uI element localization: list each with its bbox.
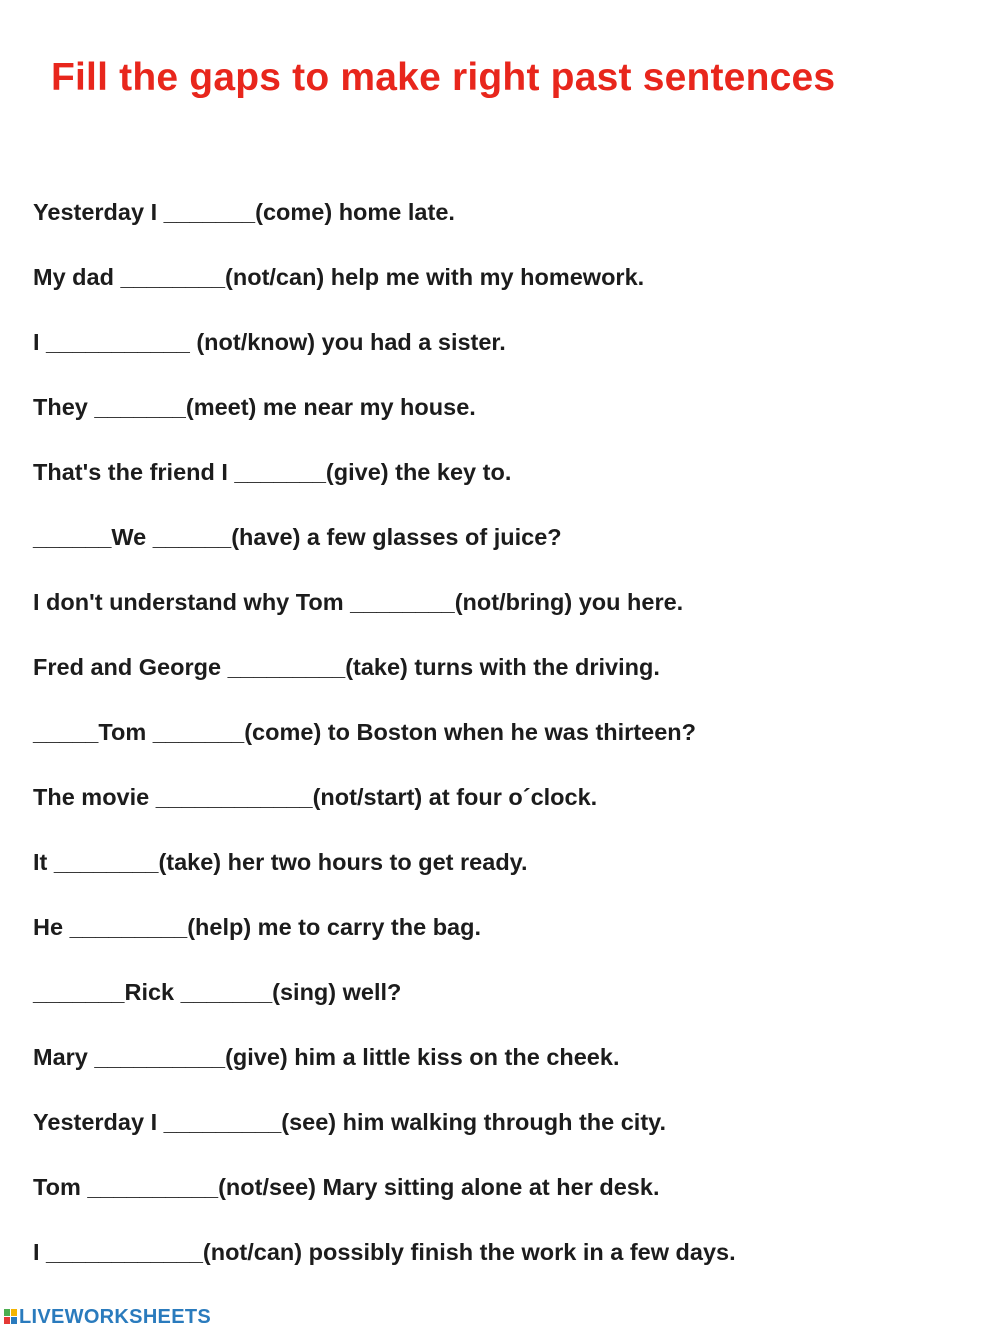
liveworksheets-logo[interactable] [4,1306,211,1328]
worksheet-title: Fill the gaps to make right past sentences [51,56,836,99]
sentence-list [33,190,736,1295]
sentence-9: _____Tom _______(come) to Boston when he was thirteen? [33,719,696,745]
sentence-15: Yesterday I _________(see) him walking through the city. [33,1109,667,1135]
sentence-3: I ___________ (not/know) you had a sister. [33,329,506,355]
sentence-17: I ____________(not/can) possibly finish the work in a few days. [33,1239,736,1265]
liveworksheets-logo-icon [4,1309,18,1325]
sentence-16: Tom __________(not/see) Mary sitting alone at her desk. [33,1174,660,1200]
sentence-4: They _______(meet) me near my house. [33,394,476,420]
sentence-7: I don't understand why Tom ________(not/bring) you here. [33,589,684,615]
sentence-11: It ________(take) her two hours to get ready. [33,849,528,875]
sentence-2: My dad ________(not/can) help me with my homework. [33,264,645,290]
sentence-12: He _________(help) me to carry the bag. [33,914,482,940]
sentence-1: Yesterday I _______(come) home late. [33,199,455,225]
liveworksheets-logo-text: LIVEWORKSHEETS [19,1305,211,1328]
sentence-8: Fred and George _________(take) turns with the driving. [33,654,660,680]
sentence-5: That's the friend I _______(give) the key to. [33,459,512,485]
sentence-6: ______We ______(have) a few glasses of juice? [33,524,562,550]
sentence-10: The movie ____________(not/start) at four o´clock. [33,784,598,810]
sentence-13: _______Rick _______(sing) well? [33,979,402,1005]
sentence-14: Mary __________(give) him a little kiss on the cheek. [33,1044,620,1070]
